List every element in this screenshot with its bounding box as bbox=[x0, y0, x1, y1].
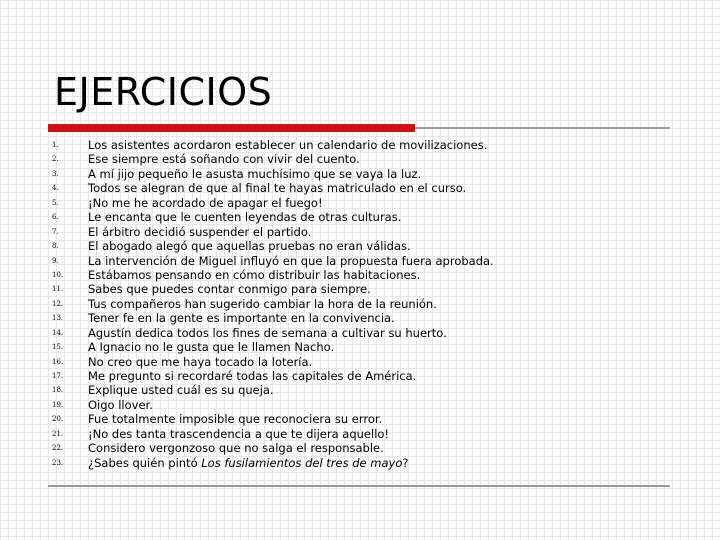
exercise-text: Le encanta que le cuenten leyendas de otras culturas. bbox=[88, 210, 402, 225]
exercise-number: 9. bbox=[52, 256, 59, 265]
exercise-number: 1. bbox=[52, 141, 59, 149]
exercise-number: 23. bbox=[52, 458, 64, 467]
exercise-text: Tus compañeros han sugerido cambiar la hora de la reunión. bbox=[88, 296, 437, 311]
exercise-number: 11. bbox=[52, 285, 64, 294]
exercise-number: 21. bbox=[52, 429, 64, 438]
exercise-item-21 bbox=[52, 427, 612, 441]
exercise-text: Fue totalmente imposible que reconociera su error. bbox=[88, 412, 383, 427]
exercise-number: 7. bbox=[52, 227, 59, 236]
exercise-text: No creo que me haya tocado la lotería. bbox=[88, 354, 313, 369]
exercise-text: Agustín dedica todos los fines de semana a cultivar su huerto. bbox=[88, 325, 447, 340]
exercise-text: Explique usted cuál es su queja. bbox=[88, 383, 274, 398]
exercise-number: 15. bbox=[52, 343, 64, 352]
slide-title: EJERCICIOS bbox=[54, 70, 273, 114]
exercise-item-9 bbox=[52, 254, 612, 268]
exercise-number: 19. bbox=[52, 400, 64, 409]
exercise-text: A mí jijo pequeño le asusta muchísimo que se vaya la luz. bbox=[88, 166, 422, 181]
exercise-number: 17. bbox=[52, 372, 64, 380]
exercise-number: 12. bbox=[52, 299, 64, 308]
exercise-text: Estábamos pensando en cómo distribuir las habitaciones. bbox=[88, 267, 421, 282]
exercise-text: A Ignacio no le gusta que le llamen Nacho. bbox=[88, 340, 335, 355]
exercise-text: La intervención de Miguel influyó en que la propuesta fuera aprobada. bbox=[88, 253, 494, 268]
exercise-item-14 bbox=[52, 326, 612, 340]
exercise-text: ¡No me he acordado de apagar el fuego! bbox=[88, 195, 323, 210]
exercise-number: 16. bbox=[52, 357, 64, 366]
exercise-item-16 bbox=[52, 355, 612, 369]
exercise-text: Considero vergonzoso que no salga el responsable. bbox=[88, 441, 384, 456]
exercise-item-20 bbox=[52, 412, 612, 426]
exercise-item-23 bbox=[52, 456, 612, 470]
exercise-item-8 bbox=[52, 239, 612, 253]
exercise-number: 18. bbox=[52, 386, 64, 395]
exercise-item-2 bbox=[52, 152, 612, 166]
exercise-text: Sabes que puedes contar conmigo para siempre. bbox=[88, 282, 371, 297]
exercise-text: El abogado alegó que aquellas pruebas no eran válidas. bbox=[88, 239, 411, 254]
exercise-number: 10. bbox=[52, 270, 64, 279]
exercise-text: ¡No des tanta trascendencia a que te dijera aquello! bbox=[88, 426, 390, 441]
exercise-item-22 bbox=[52, 441, 612, 455]
exercise-number: 8. bbox=[52, 242, 59, 251]
bottom-rule bbox=[48, 485, 670, 487]
exercise-number: 14. bbox=[52, 328, 64, 337]
exercise-item-3 bbox=[52, 167, 612, 181]
exercise-number: 5. bbox=[52, 198, 59, 207]
exercise-text: Ese siempre está soñando con vivir del cuento. bbox=[88, 152, 360, 167]
exercise-text-before: ¿Sabes quién pintó bbox=[88, 455, 202, 470]
title-rule-red-accent bbox=[48, 124, 415, 132]
exercise-number: 6. bbox=[52, 213, 59, 222]
exercise-item-10 bbox=[52, 268, 612, 282]
exercise-number: 13. bbox=[52, 314, 64, 323]
exercise-item-4 bbox=[52, 181, 612, 195]
exercise-item-5 bbox=[52, 196, 612, 210]
exercise-item-17 bbox=[52, 369, 612, 383]
exercise-text: Oigo llover. bbox=[88, 397, 153, 412]
exercise-item-7 bbox=[52, 225, 612, 239]
exercise-number: 20. bbox=[52, 415, 64, 424]
exercise-number: 3. bbox=[52, 169, 59, 178]
exercise-text: Todos se alegran de que al final te hayas matriculado en el curso. bbox=[88, 181, 467, 196]
exercise-item-15 bbox=[52, 340, 612, 354]
exercise-text-after: ? bbox=[402, 455, 409, 470]
exercise-text bbox=[88, 456, 409, 470]
exercise-item-19 bbox=[52, 398, 612, 412]
exercise-number: 2. bbox=[52, 155, 59, 164]
exercise-text: Los asistentes acordaron establecer un calendario de movilizaciones. bbox=[88, 138, 488, 152]
exercise-number: 4. bbox=[52, 184, 59, 193]
exercise-item-1 bbox=[52, 138, 612, 152]
exercise-item-11 bbox=[52, 282, 612, 296]
exercise-item-13 bbox=[52, 311, 612, 325]
exercise-item-12 bbox=[52, 297, 612, 311]
exercise-text: El árbitro decidió suspender el partido. bbox=[88, 224, 312, 239]
exercise-list bbox=[52, 138, 612, 470]
painting-title: Los fusilamientos del tres de mayo bbox=[201, 455, 403, 470]
exercise-text: Tener fe en la gente es importante en la convivencia. bbox=[88, 311, 395, 326]
exercise-item-6 bbox=[52, 210, 612, 224]
exercise-item-18 bbox=[52, 383, 612, 397]
exercise-text: Me pregunto si recordaré todas las capitales de América. bbox=[88, 369, 417, 383]
exercise-number: 22. bbox=[52, 444, 64, 453]
